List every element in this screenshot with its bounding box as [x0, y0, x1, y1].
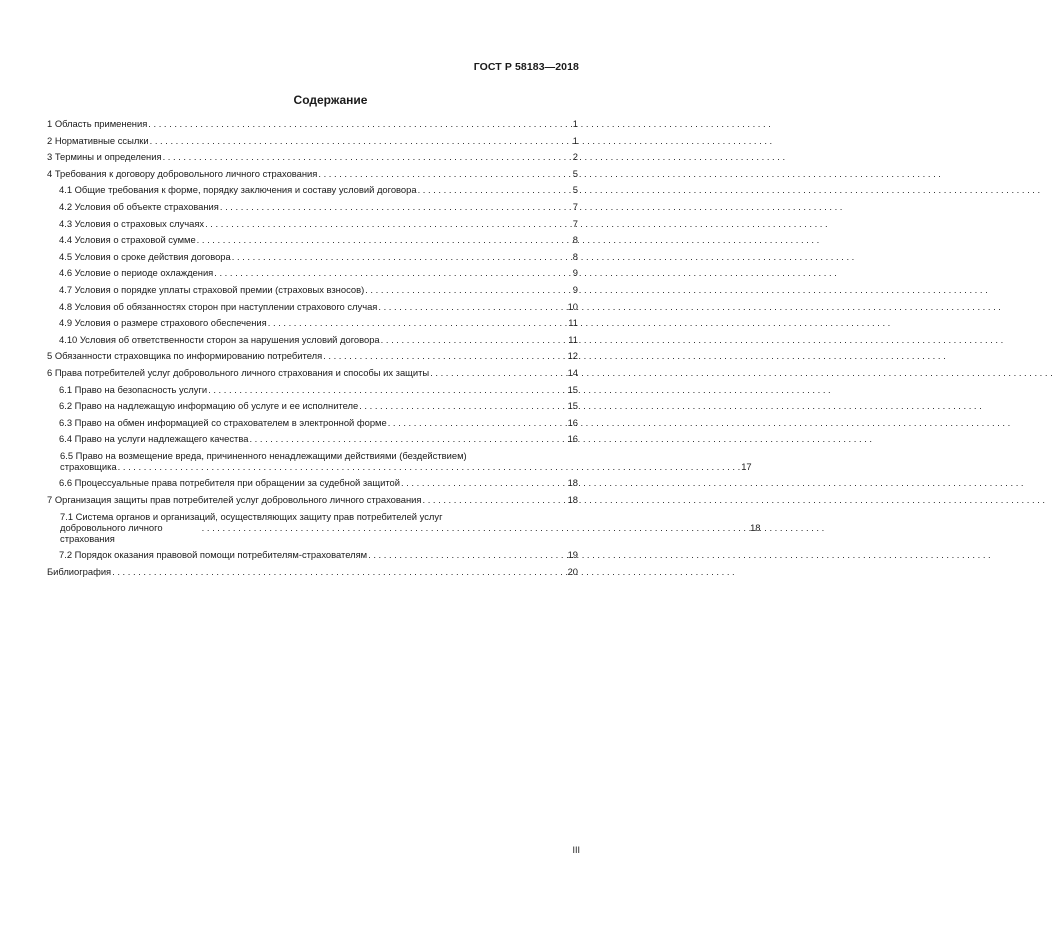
- toc-item-label: 4.10 Условия об ответственности сторон за нарушения условий договора: [59, 333, 380, 345]
- toc-item[interactable]: [47, 218, 578, 229]
- toc-item-page: 5: [572, 184, 578, 196]
- toc-item-page: 1: [572, 118, 578, 129]
- toc-item-page: 20: [567, 565, 578, 577]
- toc-item-label: 3 Термины и определения: [47, 151, 162, 163]
- toc-item-label: 4.8 Условия об обязанностях сторон при наступлении страхового случая: [59, 300, 378, 312]
- toc-item-label: 7.2 Порядок оказания правовой помощи потребителям-страхователям: [59, 549, 368, 561]
- toc-item[interactable]: [47, 118, 578, 129]
- toc-item-page: 7: [572, 200, 578, 212]
- toc-item-page: 19: [567, 549, 578, 561]
- toc-item-page: 17: [741, 460, 752, 472]
- toc-item[interactable]: [47, 284, 578, 295]
- toc-item[interactable]: [47, 433, 578, 444]
- toc-item[interactable]: [47, 234, 578, 245]
- toc-item[interactable]: [47, 267, 578, 278]
- toc-item[interactable]: [47, 350, 578, 361]
- toc-item[interactable]: [47, 317, 578, 328]
- toc-item-label: 6.4 Право на услуги надлежащего качества: [59, 433, 249, 445]
- toc-leader-dots: [232, 251, 572, 262]
- toc-item-page: 18: [750, 521, 761, 533]
- toc-leader-dots: [214, 267, 572, 278]
- toc-item-page: 5: [572, 167, 578, 179]
- toc-leader-dots: [197, 234, 572, 245]
- toc-leader-dots: [220, 201, 572, 212]
- toc-title: Содержание: [293, 93, 368, 107]
- toc-item-page: 7: [572, 217, 578, 229]
- toc-leader-dots: [163, 151, 572, 162]
- toc-item-label: 4.2 Условия об объекте страхования: [59, 200, 219, 212]
- toc-item-label: 6.1 Право на безопасность услуги: [59, 383, 208, 395]
- toc-item-page: 9: [572, 267, 578, 279]
- toc-item-label: 7 Организация защиты прав потребителей услуг добровольного личного страхования: [47, 494, 422, 506]
- toc-item-label: 2 Нормативные ссылки: [47, 134, 149, 146]
- toc-item-page: 12: [567, 350, 578, 362]
- toc-item-label: 7.1 Система органов и организаций, осуществляющих защиту прав потребителей услуг добровольного личного страхования . . . 18: [60, 511, 761, 544]
- toc-item[interactable]: [47, 566, 578, 577]
- toc-leader-dots: [418, 184, 572, 195]
- toc-item-page: 8: [572, 234, 578, 246]
- toc-leader-dots: [202, 522, 749, 544]
- toc-leader-dots: [208, 384, 566, 395]
- toc-leader-dots: [318, 168, 571, 179]
- toc-item[interactable]: [47, 510, 761, 544]
- toc-item-page: 11: [568, 317, 578, 329]
- toc-item[interactable]: [47, 477, 578, 488]
- toc-item-page: 9: [572, 283, 578, 295]
- toc-leader-dots: [388, 417, 567, 428]
- toc-leader-dots: [359, 400, 566, 411]
- toc-item[interactable]: [47, 494, 578, 505]
- toc-leader-dots: [323, 350, 566, 361]
- toc-leader-dots: [148, 118, 571, 129]
- toc-item-label: 4 Требования к договору добровольного личного страхования: [47, 167, 318, 179]
- toc-item-label: 4.3 Условия о страховых случаях: [59, 217, 205, 229]
- toc-item[interactable]: [47, 135, 578, 146]
- document-code: ГОСТ Р 58183—2018: [473, 61, 579, 73]
- toc-leader-dots: [430, 367, 566, 378]
- toc-item-label: 6.3 Право на обмен информацией со страхователем в электронной форме: [59, 416, 387, 428]
- toc-item-page: 10: [567, 300, 578, 312]
- toc-item[interactable]: [47, 549, 578, 560]
- toc-item-page: 18: [567, 494, 578, 506]
- toc-leader-dots: [401, 477, 567, 488]
- toc-item[interactable]: [47, 151, 578, 162]
- toc-leader-dots: [268, 317, 568, 328]
- toc-item[interactable]: [47, 168, 578, 179]
- toc-item[interactable]: [47, 184, 578, 195]
- toc-item-page: 16: [567, 433, 578, 445]
- toc-item-label: 4.9 Условия о размере страхового обеспечения: [59, 317, 267, 329]
- toc-item-label: 4.6 Условие о периоде охлаждения: [59, 267, 214, 279]
- toc-item-label: 4.5 Условия о сроке действия договора: [59, 250, 231, 262]
- toc-item[interactable]: [47, 449, 752, 472]
- toc-item-page: 11: [568, 333, 578, 345]
- toc-leader-dots: [378, 301, 566, 312]
- toc-leader-dots: [381, 334, 568, 345]
- toc-item-label: 6 Права потребителей услуг добровольного личного страхования и способы их защиты: [47, 366, 430, 378]
- toc-item-page: 2: [572, 151, 578, 163]
- toc-item[interactable]: [47, 251, 578, 262]
- toc-item-page: 15: [567, 383, 578, 395]
- toc-item-label: 6.2 Право на надлежащую информацию об услуге и ее исполнителе: [59, 400, 359, 412]
- toc-leader-dots: [118, 461, 741, 472]
- toc-leader-dots: [422, 494, 566, 505]
- toc-leader-dots: [112, 566, 566, 577]
- toc-item-label: 4.1 Общие требования к форме, порядку заключения и составу условий договора: [59, 184, 417, 196]
- toc-leader-dots: [368, 549, 566, 560]
- toc-leader-dots: [365, 284, 572, 295]
- toc-item[interactable]: [47, 367, 578, 378]
- toc-item-page: 8: [572, 250, 578, 262]
- toc-item-page: 18: [567, 477, 578, 489]
- toc-item-label: Библиография: [47, 565, 112, 577]
- toc-item-page: 1: [572, 134, 578, 146]
- page-number: III: [572, 845, 580, 855]
- toc-item-page: 15: [567, 400, 578, 412]
- table-of-contents: [47, 118, 761, 582]
- toc-item[interactable]: [47, 417, 578, 428]
- toc-leader-dots: [150, 135, 572, 146]
- toc-item-label: 6.5 Право на возмещение вреда, причиненного ненадлежащими действиями (бездействием) страховщика . . . 17: [60, 450, 752, 472]
- toc-item[interactable]: [47, 201, 578, 212]
- toc-item[interactable]: [47, 384, 578, 395]
- toc-item-label: 4.4 Условия о страховой сумме: [59, 234, 196, 246]
- toc-item-label: 1 Область применения: [47, 118, 148, 129]
- toc-leader-dots: [249, 433, 566, 444]
- toc-item-page: 14: [567, 366, 578, 378]
- toc-item-label: 4.7 Условия о порядке уплаты страховой премии (страховых взносов): [59, 283, 365, 295]
- toc-item[interactable]: [47, 334, 578, 345]
- toc-item[interactable]: [47, 301, 578, 312]
- toc-item-label: 6.6 Процессуальные права потребителя при обращении за судебной защитой: [59, 477, 400, 489]
- toc-item-label: 5 Обязанности страховщика по информированию потребителя: [47, 350, 323, 362]
- toc-item[interactable]: [47, 400, 578, 411]
- toc-item-page: 16: [567, 416, 578, 428]
- toc-leader-dots: [205, 218, 572, 229]
